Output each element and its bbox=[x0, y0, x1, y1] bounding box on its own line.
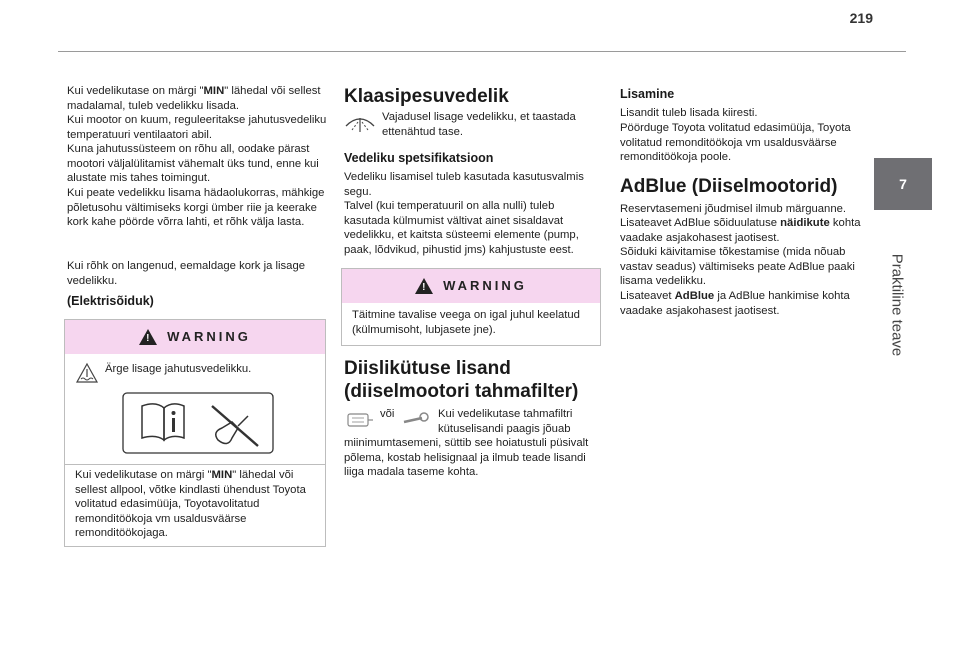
adblue-title: AdBlue (Diiselmootorid) bbox=[620, 176, 838, 197]
chapter-tab[interactable] bbox=[874, 158, 932, 210]
coolant-para-4: Kui peate vedelikku lisama hädaolukorras, mähkige põletusohu vältimiseks korgi ümber riie ja keerake kork kahe pöörde võrra lahti, et rõhk välja lasta. bbox=[67, 187, 325, 229]
lisamine-text-2: Pöörduge Toyota volitatud edasimüüja, Toyota volitatud remonditöökoja vm usaldusväärse remonditöökoja poole. bbox=[620, 122, 851, 164]
diesel-title-1: Diislikütuse lisand bbox=[344, 358, 511, 379]
chapter-number: 7 bbox=[899, 176, 907, 192]
washer-fluid-text: Vajadusel lisage vedelikku, et taastada ettenähtud tase. bbox=[382, 111, 576, 138]
spec-text-1: Vedeliku lisamisel tuleb kasutada kasutusvalmis segu. bbox=[344, 171, 584, 198]
electric-heading: (Elektrisõiduk) bbox=[67, 294, 154, 308]
diesel-or: või bbox=[380, 408, 395, 420]
chapter-label: Praktiline teave bbox=[888, 253, 906, 357]
wrench-icon bbox=[400, 410, 430, 430]
warning-bottom-text: Kui vedelikutase on märgi "MIN" lähedal või sellest allpool, võtke kindlasti ühendust Toyota volitatud edasimüüja, Toyotavolitatud remonditöökoja vm usaldusväärse remonditöökojaga. bbox=[75, 469, 306, 540]
adblue-text-4: Lisateavet AdBlue ja AdBlue hankimise kohta vaadake asjakohasest jaotisest. bbox=[620, 290, 850, 317]
warning-title: WARNING bbox=[167, 328, 251, 344]
spec-text-2: Talvel (kui temperatuuril on alla nulli) tuleb kasutada külmumist vältivat ainet sisaldavat vedelikku, et kaitsta süsteemi elemente (pump, paak, lõdvikud, pihustid jms) kahjustuste eest. bbox=[344, 200, 579, 256]
coolant-intro: Kui vedelikutase on märgi "MIN" lähedal või sellest madalamal, tuleb vedelikku lisada. bbox=[67, 85, 321, 112]
washer-fluid-icon bbox=[344, 110, 376, 134]
warning-triangle-icon bbox=[415, 278, 433, 294]
manual-and-no-refill-icon bbox=[122, 392, 274, 454]
diesel-title-2: (diiselmootori tahmafilter) bbox=[344, 381, 579, 402]
top-divider bbox=[58, 51, 906, 52]
page-number: 219 bbox=[849, 10, 873, 26]
adblue-text-2: Lisateavet AdBlue sõiduulatuse näidikute kohta vaadake asjakohasest jaotisest. bbox=[620, 217, 861, 244]
warning-box-coolant bbox=[64, 319, 326, 547]
coolant-para-5: Kui rõhk on langenud, eemaldage kork ja lisage vedelikku. bbox=[67, 260, 306, 287]
diesel-text-a: Kui vedelikutase tahmafiltri kütuselisandi paagis jõuab bbox=[438, 408, 573, 435]
warning-title: WARNING bbox=[443, 277, 527, 293]
adblue-text-1: Reservtasemeni jõudmisel ilmub märguanne. bbox=[620, 203, 847, 215]
warning-triangle-icon bbox=[139, 329, 157, 345]
warning-text: Täitmine tavalise veega on igal juhul keelatud (külmumisoht, lubjasete jne). bbox=[352, 309, 580, 336]
washer-fluid-title: Klaasipesuvedelik bbox=[344, 86, 509, 107]
coolant-temperature-icon bbox=[75, 362, 99, 386]
lisamine-heading: Lisamine bbox=[620, 87, 675, 101]
diesel-text-b: miinimumtasemeni, süttib see hoiatustuli püsivalt põlema, kostab helisignaal ja ilmub teade lisandi liiga madala taseme kohta. bbox=[344, 437, 589, 479]
warning-box-washer bbox=[341, 268, 601, 346]
spec-heading: Vedeliku spetsifikatsioon bbox=[344, 151, 494, 165]
coolant-para-2: Kui mootor on kuum, reguleeritakse jahutusvedeliku temperatuuri ventilaatori abil. bbox=[67, 114, 327, 141]
warning-header bbox=[342, 269, 600, 303]
fuel-filter-icon bbox=[344, 410, 374, 430]
lisamine-text-1: Lisandit tuleb lisada kiiresti. bbox=[620, 107, 758, 119]
adblue-text-3: Sõiduki käivitamise tõkestamise (mida nõuab vastav seadus) vältimiseks peate AdBlue paaki lisama vedelikku. bbox=[620, 246, 855, 288]
warning-text: Ärge lisage jahutusvedelikku. bbox=[105, 363, 252, 375]
warning-header bbox=[65, 320, 325, 354]
coolant-para-3: Kuna jahutussüsteem on rõhu all, oodake pärast mootori väljalülitamist vähemalt üks tund, enne kui alustate mis tahes toimingut. bbox=[67, 143, 319, 185]
